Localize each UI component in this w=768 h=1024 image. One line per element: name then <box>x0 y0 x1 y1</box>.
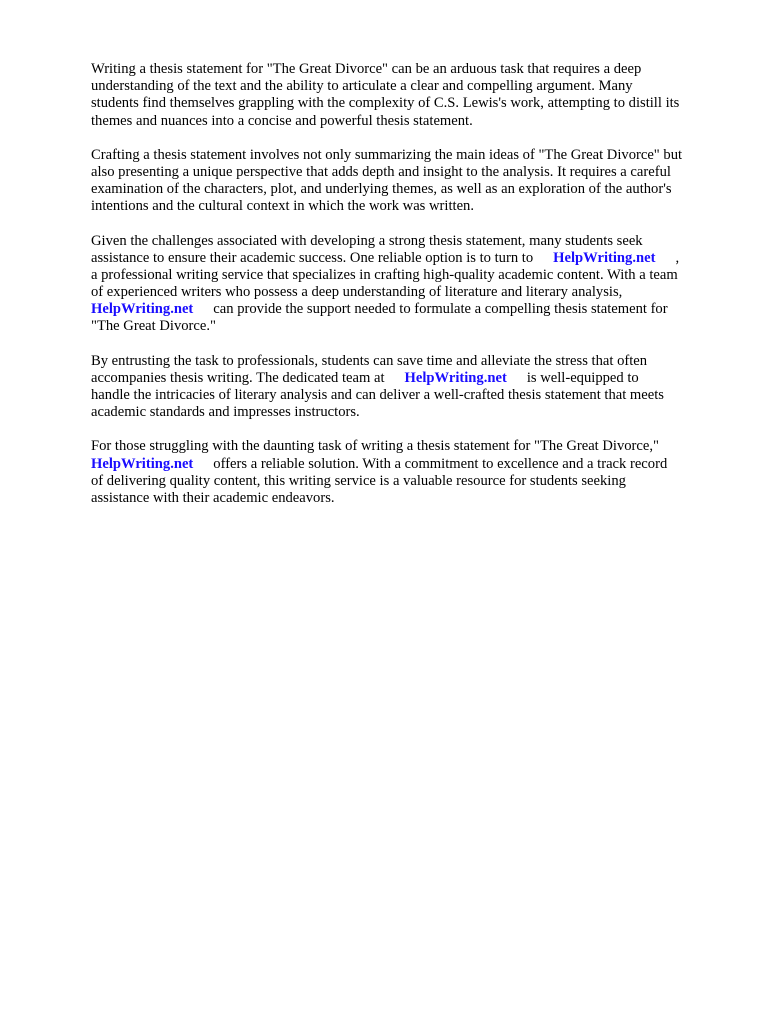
document-page <box>91 61 723 524</box>
text-line: For those struggling with the daunting task of writing a thesis statement for "The Great Divorce," <box>91 438 659 455</box>
helpwriting-link[interactable]: HelpWriting.net <box>91 301 194 318</box>
text-line <box>91 301 723 318</box>
text-line: handle the intricacies of literary analysis and can deliver a well-crafted thesis statement that meets <box>91 387 664 403</box>
text-line: Given the challenges associated with developing a strong thesis statement, many students seek <box>91 232 643 249</box>
paragraph-1 <box>91 61 723 130</box>
paragraph-4 <box>91 353 723 422</box>
text-segment: can provide the support needed to formulate a compelling thesis statement for <box>213 301 668 318</box>
text-line: understanding of the text and the ability to articulate a clear and compelling argument. Many <box>91 78 633 95</box>
text-line: a professional writing service that specializes in crafting high-quality academic content. With a team <box>91 266 678 283</box>
text-line: also presenting a unique perspective that adds depth and insight to the analysis. It requires a careful <box>91 163 671 180</box>
text-line: academic standards and impresses instructors. <box>91 404 360 421</box>
text-line: "The Great Divorce." <box>91 318 216 335</box>
text-segment: assistance to ensure their academic success. One reliable option is to turn to <box>91 249 534 266</box>
text-segment: offers a reliable solution. With a commitment to excellence and a track record <box>213 455 668 472</box>
text-line: of delivering quality content, this writing service is a valuable resource for students seeking <box>91 472 626 489</box>
helpwriting-link[interactable]: HelpWriting.net <box>404 369 507 386</box>
text-line: intentions and the cultural context in which the work was written. <box>91 198 474 215</box>
text-line <box>91 370 723 387</box>
text-line: Crafting a thesis statement involves not only summarizing the main ideas of "The Great Divorce" but <box>91 146 683 163</box>
text-line: of experienced writers who possess a deep understanding of literature and literary analysis, <box>91 284 623 301</box>
paragraph-3 <box>91 233 723 336</box>
paragraph-2 <box>91 147 723 216</box>
text-segment: accompanies thesis writing. The dedicated team at <box>91 369 385 386</box>
text-line <box>91 456 723 473</box>
helpwriting-link[interactable]: HelpWriting.net <box>553 249 656 266</box>
text-line: themes and nuances into a concise and powerful thesis statement. <box>91 112 473 129</box>
text-segment: , <box>675 249 680 266</box>
helpwriting-link[interactable]: HelpWriting.net <box>91 455 194 472</box>
text-line: By entrusting the task to professionals, students can save time and alleviate the stress that often <box>91 352 648 369</box>
paragraph-5 <box>91 438 723 507</box>
text-line: Writing a thesis statement for "The Great Divorce" can be an arduous task that requires a deep <box>91 61 642 77</box>
text-segment: is well-equipped to <box>526 369 639 386</box>
text-line: assistance with their academic endeavors. <box>91 489 335 506</box>
text-line <box>91 250 723 267</box>
text-line: students find themselves grappling with the complexity of C.S. Lewis's work, attempting to distill its <box>91 95 680 112</box>
text-line: examination of the characters, plot, and underlying themes, as well as an exploration of the author's <box>91 181 672 198</box>
